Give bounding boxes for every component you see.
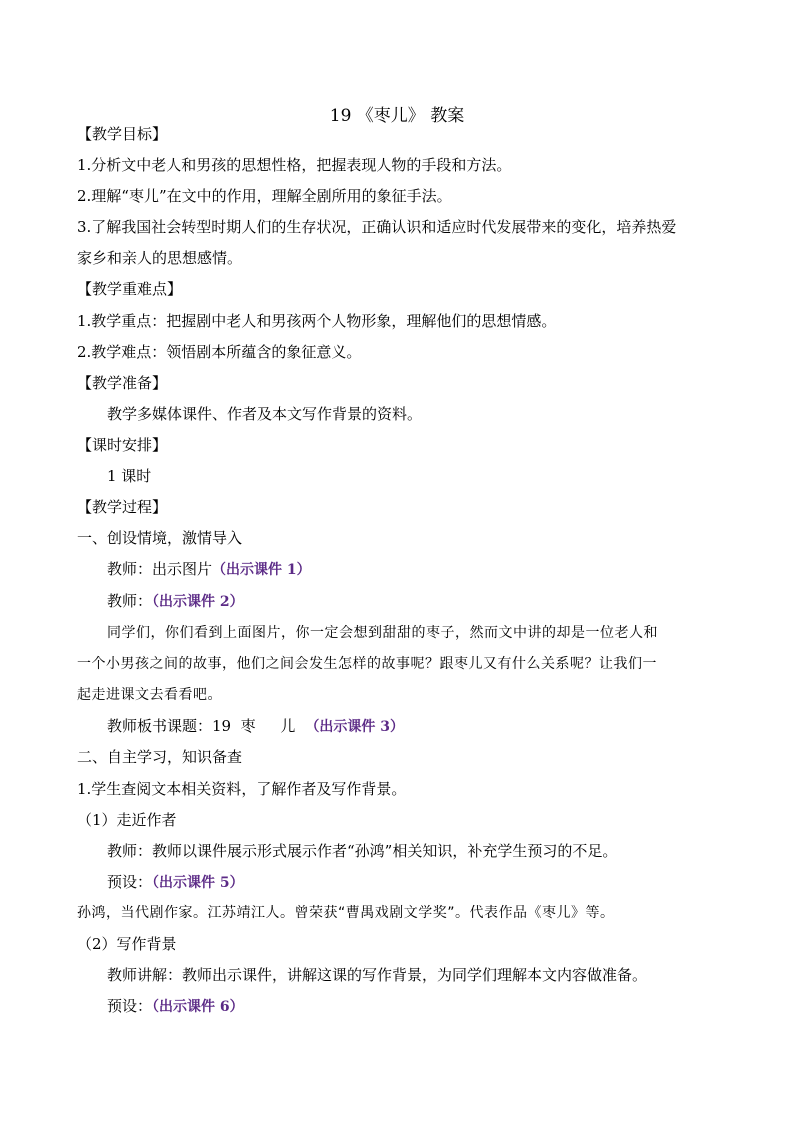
teacher-line-1 (107, 559, 311, 580)
goals-heading: 【教学目标】 (77, 125, 168, 143)
schedule-text: 1 课时 (107, 467, 152, 485)
preset-label-1: 预设： (107, 873, 153, 891)
board-title-text: 枣 儿 (240, 717, 306, 735)
courseware-cue-2: （出示课件 2） (152, 594, 244, 610)
narration-line-1: 同学们，你们看到上面图片，你一定会想到甜甜的枣子，然而文中讲的却是一位老人和 (107, 625, 658, 641)
prep-heading: 【教学准备】 (77, 374, 168, 392)
keypoint-1: 1.教学重点：把握剧中老人和男孩两个人物形象，理解他们的思想情感。 (77, 312, 557, 330)
step-1: 1.学生查阅文本相关资料，了解作者及写作背景。 (77, 780, 407, 798)
goal-2: 2.理解“枣儿”在文中的作用，理解全剧所用的象征手法。 (77, 187, 452, 205)
teacher-line-3: 教师：教师以课件展示形式展示作者“孙鸿”相关知识，补充学生预习的不足。 (107, 842, 618, 860)
board-title-line (107, 716, 404, 737)
author-intro: 孙鸿，当代剧作家。江苏靖江人。曾荣获“曹禺戏剧文学奖”。代表作品《枣儿》等。 (77, 905, 615, 921)
goal-1: 1.分析文中老人和男孩的思想性格，把握表现人物的手段和方法。 (77, 156, 512, 174)
courseware-cue-6: （出示课件 6） (152, 999, 244, 1015)
keypoint-2: 2.教学难点：领悟剧本所蕴含的象征意义。 (77, 343, 362, 361)
preset-label-2: 预设： (107, 997, 153, 1015)
preset-line-1 (107, 872, 244, 893)
sub-heading-author: （1）走近作者 (77, 811, 177, 829)
goal-3-line-2: 家乡和亲人的思想感情。 (77, 249, 243, 267)
section-1-heading: 一、创设情境，激情导入 (77, 529, 243, 547)
sub-heading-background: （2）写作背景 (77, 935, 177, 953)
section-2-heading: 二、自主学习，知识备查 (77, 748, 243, 766)
teacher-line-2-text: 教师： (107, 592, 153, 610)
schedule-heading: 【课时安排】 (77, 436, 168, 454)
preset-line-2 (107, 996, 244, 1017)
goal-3-line-1: 3.了解我国社会转型时期人们的生存状况，正确认识和适应时代发展带来的变化，培养热爱 (77, 218, 677, 236)
process-heading: 【教学过程】 (77, 498, 168, 516)
teacher-line-1-text: 教师：出示图片 (107, 560, 213, 578)
keypoints-heading: 【教学重难点】 (77, 280, 183, 298)
courseware-cue-3: （出示课件 3） (305, 719, 405, 735)
page-title: 19 《枣儿》 教案 (329, 106, 465, 126)
courseware-cue-1: （出示课件 1） (212, 562, 311, 578)
teacher-line-4: 教师讲解：教师出示课件，讲解这课的写作背景，为同学们理解本文内容做准备。 (107, 966, 648, 984)
courseware-cue-5: （出示课件 5） (152, 875, 244, 891)
board-title-prefix: 教师板书课题：19 (107, 717, 232, 735)
narration-line-2: 一个小男孩之间的故事，他们之间会发生怎样的故事呢？跟枣儿又有什么关系呢？让我们一 (77, 656, 657, 672)
teacher-line-2 (107, 591, 244, 612)
narration-line-3: 起走进课文去看看吧。 (77, 687, 222, 703)
prep-text: 教学多媒体课件、作者及本文写作背景的资料。 (107, 405, 423, 423)
